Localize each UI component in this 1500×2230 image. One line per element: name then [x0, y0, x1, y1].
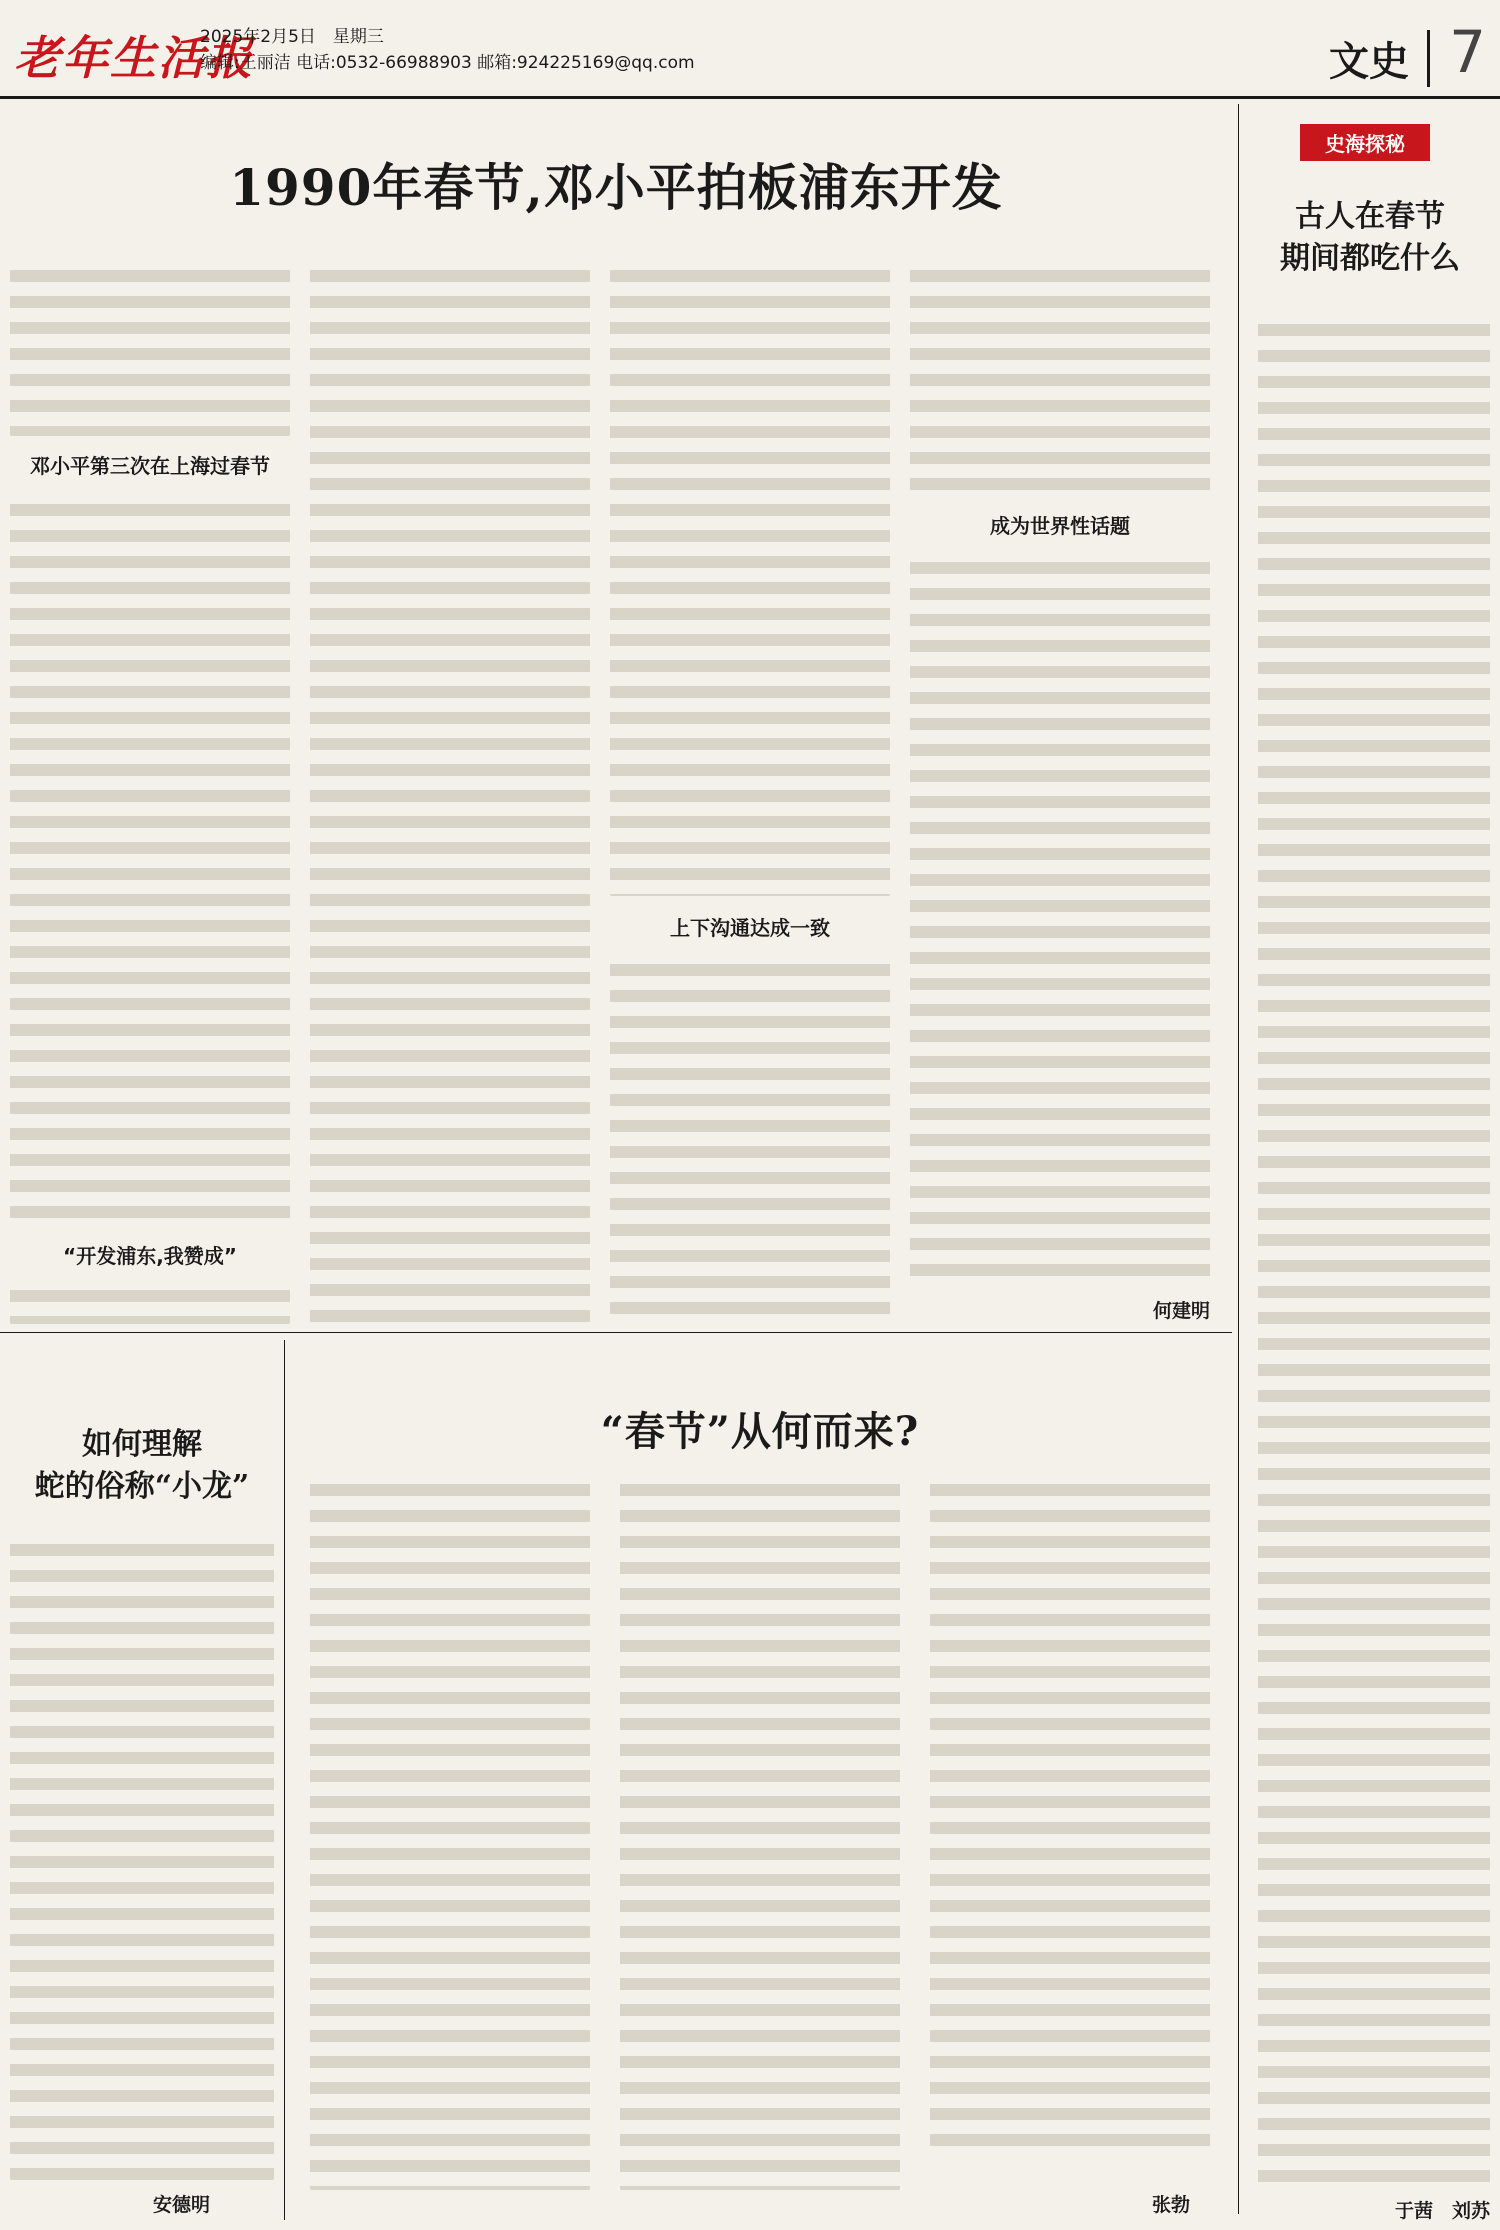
lead-article-body-col1b	[10, 490, 290, 1230]
snake-article-byline: 安德明	[152, 2194, 210, 2216]
editor-line: 编辑:王丽洁 电话:0532-66988903 邮箱:924225169@qq.com	[200, 53, 695, 73]
spring-article-body-col1	[310, 1470, 590, 2190]
snake-article-title	[0, 1424, 284, 1508]
lead-article-body-col3b	[610, 950, 890, 1324]
lead-article-body-col2	[310, 256, 590, 1324]
snake-article-title-line: 蛇的俗称“小龙”	[34, 1469, 250, 1504]
column-rule	[1238, 104, 1239, 2214]
column-rule	[284, 1340, 285, 2220]
lead-article-body-col1	[10, 256, 290, 436]
lead-article-body-col3	[610, 256, 890, 896]
snake-article-body	[10, 1530, 274, 2180]
side-article-byline: 于茜 刘苏	[1394, 2200, 1490, 2222]
lead-article-subhead: “开发浦东,我赞成”	[63, 1244, 237, 1268]
lead-article-subhead: 上下沟通达成一致	[670, 916, 830, 940]
lead-article-byline: 何建明	[1152, 1300, 1210, 1322]
newspaper-logo: 老年生活报	[14, 31, 254, 85]
publication-info	[200, 24, 695, 76]
lead-article-title: 1990年春节,邓小平拍板浦东开发	[229, 158, 1003, 217]
masthead	[0, 0, 1500, 99]
spring-article-body-col2	[620, 1470, 900, 2190]
lead-article-body-col1c	[10, 1276, 290, 1324]
section-tag: 史海探秘	[1300, 124, 1430, 161]
side-article-body	[1258, 310, 1490, 2190]
spring-article-title: “春节”从何而来?	[600, 1408, 920, 1455]
lead-article-body-col4b	[910, 548, 1210, 1288]
side-article-title-line: 期间都吃什么	[1280, 241, 1460, 276]
date-line: 2025年2月5日 星期三	[200, 27, 384, 47]
spring-article-byline: 张勃	[1151, 2194, 1190, 2216]
lead-article-subhead: 成为世界性话题	[990, 514, 1130, 538]
lead-article-body-col4	[910, 256, 1210, 496]
page-number: 7	[1449, 18, 1486, 86]
section-rule	[0, 1332, 1232, 1333]
section-name: 文史	[1329, 30, 1430, 87]
side-article-title	[1245, 196, 1495, 280]
lead-article-subhead: 邓小平第三次在上海过春节	[30, 454, 270, 478]
snake-article-title-line: 如何理解	[82, 1427, 202, 1462]
side-article-title-line: 古人在春节	[1295, 199, 1445, 234]
spring-article-body-col3	[930, 1470, 1210, 2160]
